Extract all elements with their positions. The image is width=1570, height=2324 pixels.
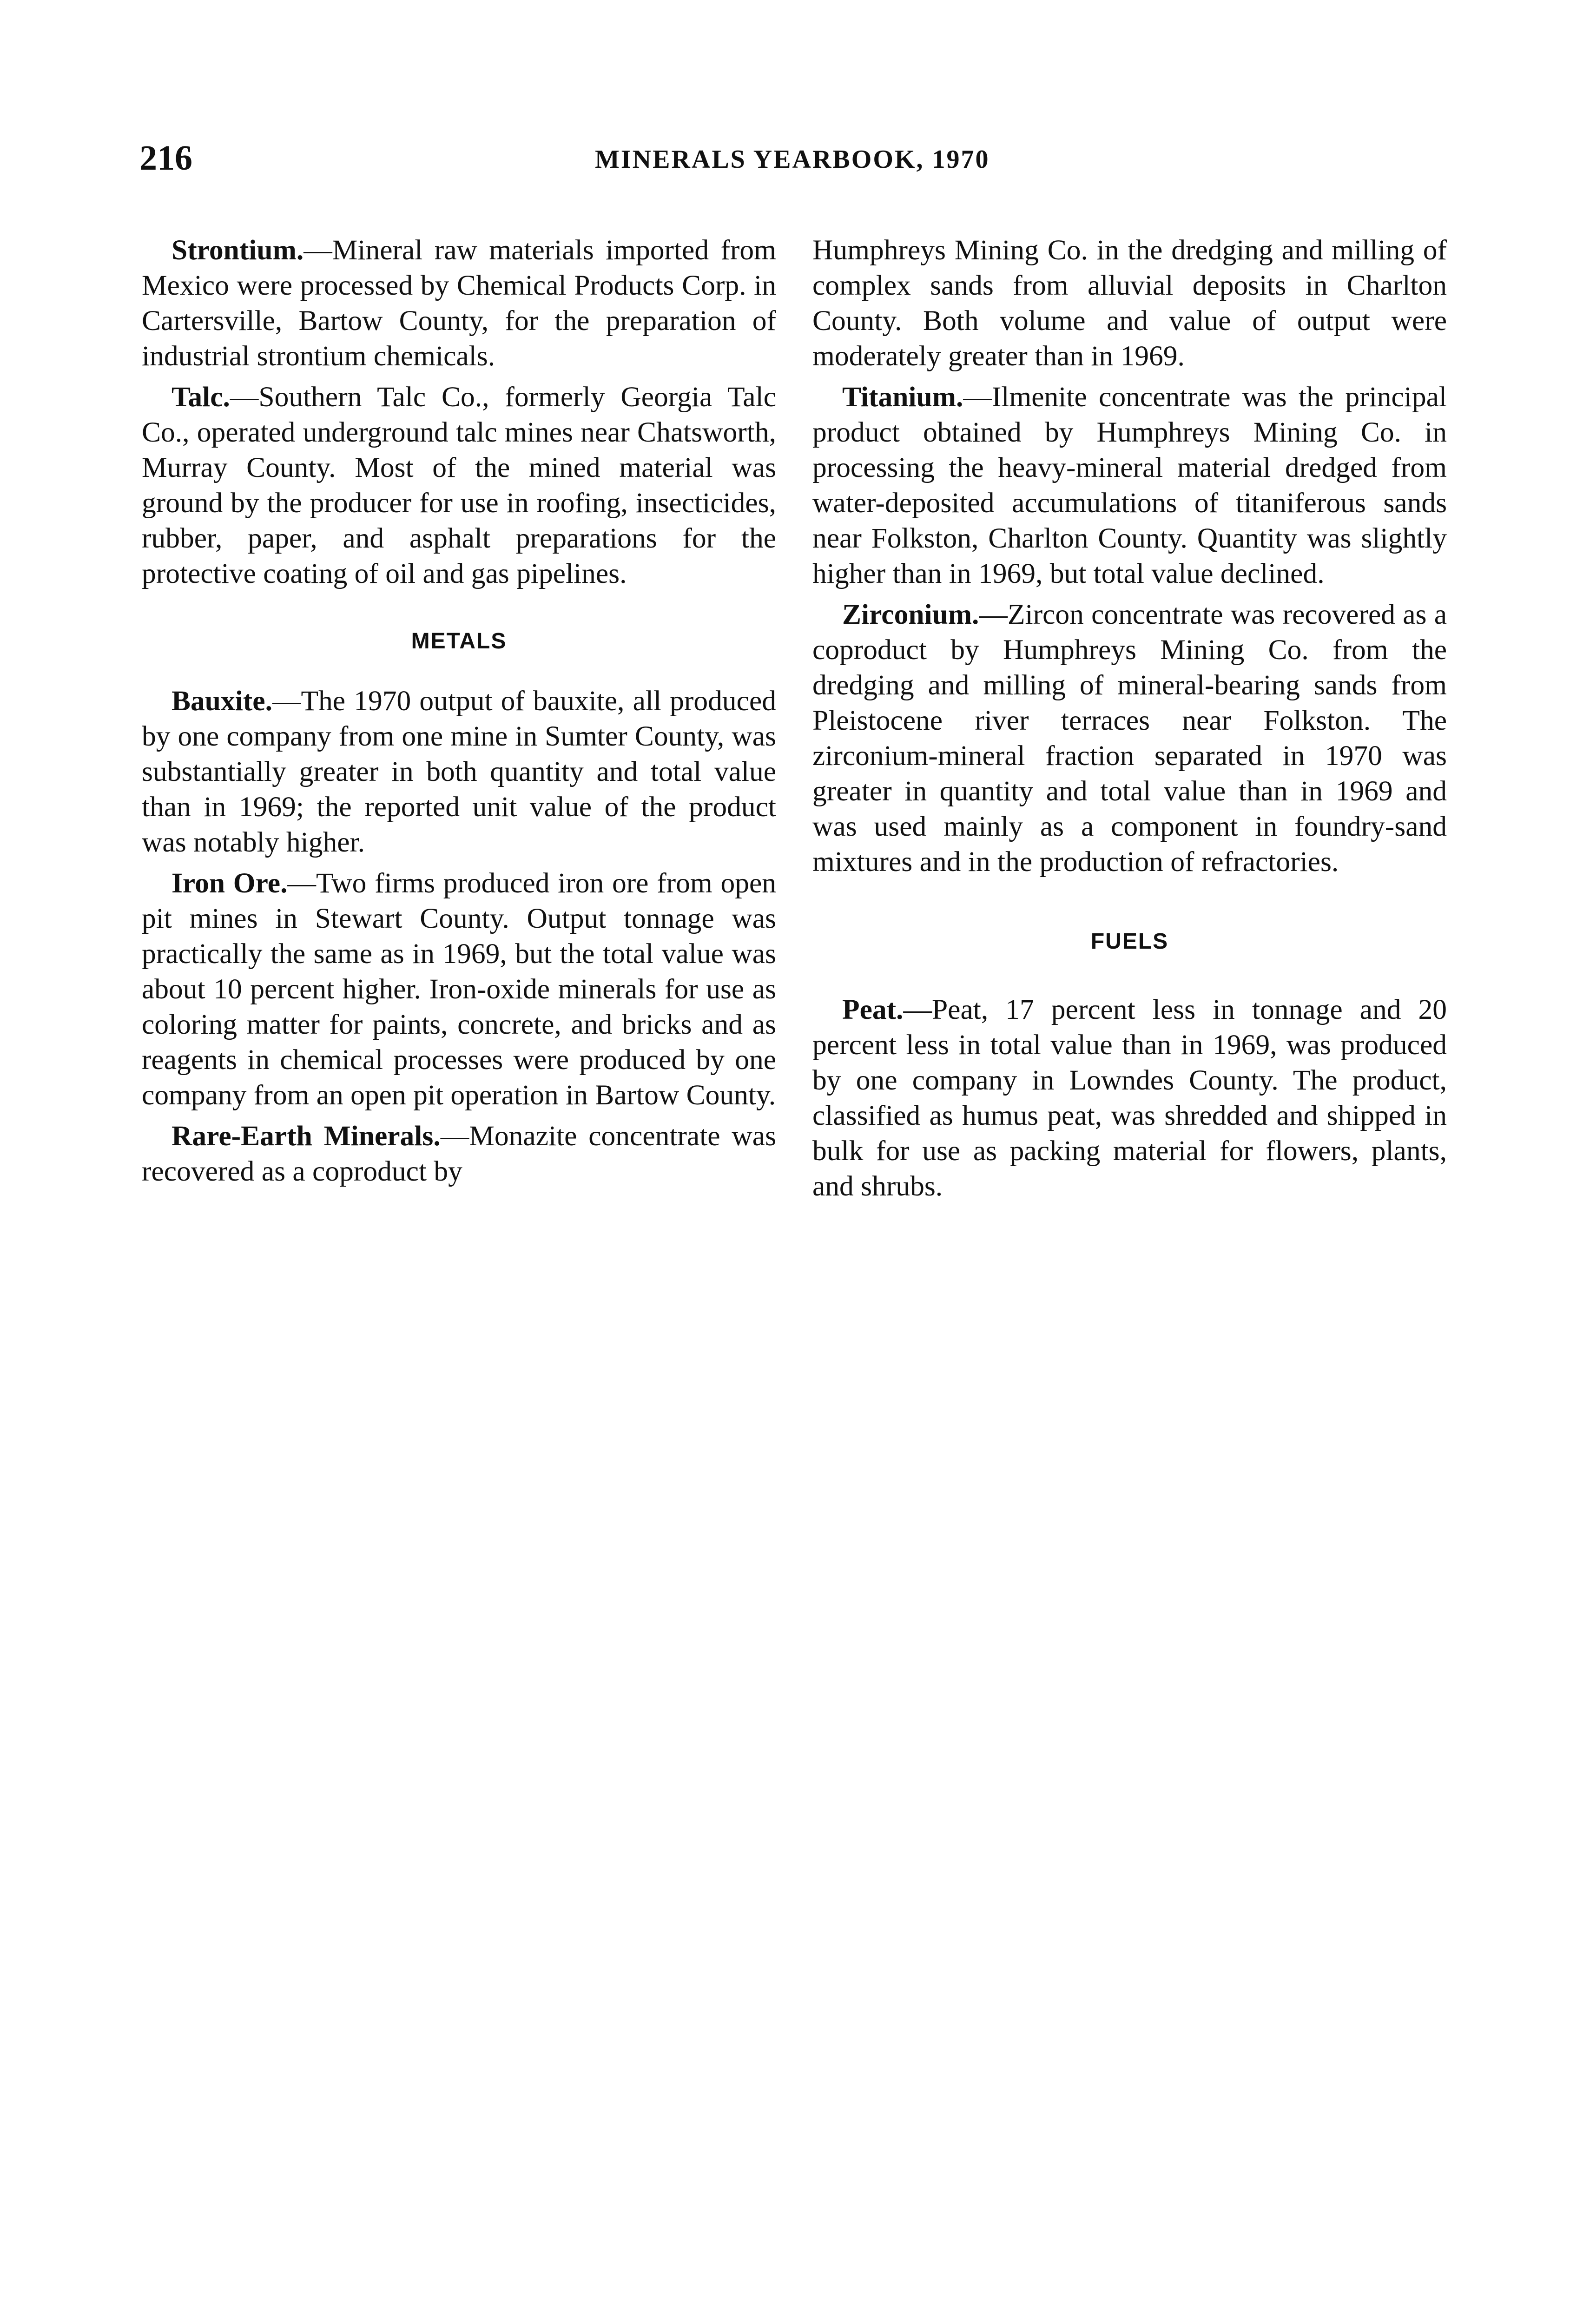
right-column: [812, 232, 1447, 1209]
paragraph-peat: [812, 992, 1447, 1204]
left-column: [142, 232, 776, 1195]
term-peat: Peat.: [842, 994, 904, 1025]
term-bauxite: Bauxite.: [172, 685, 272, 717]
text-titanium: —Ilmenite concentrate was the principal product obtained by Humphreys Mining Co. in processing the heavy-mineral material dredged from water-deposited accumulations of titaniferous sands near Folkston, Charlton County. Quantity was slightly higher than in 1969, but total value declined.: [812, 381, 1447, 589]
text-peat: —Peat, 17 percent less in tonnage and 20 percent less in total value than in 1969, was produced by one company in Lowndes County. The product, classified as humus peat, was shredded and shipped in bulk for use as packing material for flowers, plants, and shrubs.: [812, 994, 1447, 1202]
paragraph-talc: [142, 379, 776, 591]
paragraph-rare-earth-continued: Humphreys Mining Co. in the dredging and milling of complex sands from alluvial deposits in Charlton County. Both volume and value of output were moderately greater than in 1969.: [812, 234, 1447, 372]
paragraph-rare-earth: [142, 1118, 776, 1189]
text-rare-earth: —Monazite concentrate was recovered as a coproduct by: [142, 1120, 777, 1187]
text-strontium: —Mineral raw materials imported from Mexico were processed by Chemical Products Corp. in Cartersville, Bartow County, for the preparation of industrial strontium chemicals.: [142, 234, 776, 372]
term-iron-ore: Iron Ore.: [172, 867, 288, 899]
paragraph-titanium: [812, 379, 1447, 591]
text-bauxite: —The 1970 output of bauxite, all produced by one company from one mine in Sumter County, was substantially greater in both quantity and total value than in 1969; the reported unit value of the product was notably higher.: [142, 685, 776, 858]
paragraph-strontium: [142, 232, 776, 374]
page-number: 216: [139, 139, 192, 178]
page-header: [139, 135, 1441, 181]
term-talc: Talc.: [172, 381, 230, 413]
term-strontium: Strontium.: [172, 234, 304, 266]
text-zirconium: —Zircon concentrate was recovered as a coproduct by Humphreys Mining Co. from the dredging and milling of mineral-bearing sands from Pleistocene river terraces near Folkston. The zirconium-mineral fraction separated in 1970 was greater in quantity and total value than in 1969 and was used mainly as a component in foundry-sand mixtures and in the production of refractories.: [812, 599, 1447, 878]
term-rare-earth: Rare-Earth Minerals.: [172, 1120, 441, 1152]
text-iron-ore: —Two firms produced iron ore from open pit mines in Stewart County. Output tonnage was practically the same as in 1969, but the total value was about 10 percent higher. Iron-oxide minerals for use as coloring matter for paints, concrete, and bricks and as reagents in chemical processes were produced by one company from an open pit operation in Bartow County.: [142, 867, 776, 1111]
running-title: MINERALS YEARBOOK, 1970: [595, 145, 990, 174]
paragraph-iron-ore: [142, 865, 776, 1113]
term-zirconium: Zirconium.: [842, 599, 979, 630]
section-heading-metals: METALS: [411, 629, 507, 654]
paragraph-zirconium: [812, 597, 1447, 879]
paragraph-bauxite: [142, 683, 776, 860]
text-talc: —Southern Talc Co., formerly Georgia Talc Co., operated underground talc mines near Chatsworth, Murray County. Most of the mined material was ground by the producer for use in roofing, insecticides, rubber, paper, and asphalt preparations for the protective coating of oil and gas pipelines.: [142, 381, 776, 589]
section-heading-fuels: FUELS: [1090, 929, 1169, 954]
term-titanium: Titanium.: [842, 381, 963, 413]
